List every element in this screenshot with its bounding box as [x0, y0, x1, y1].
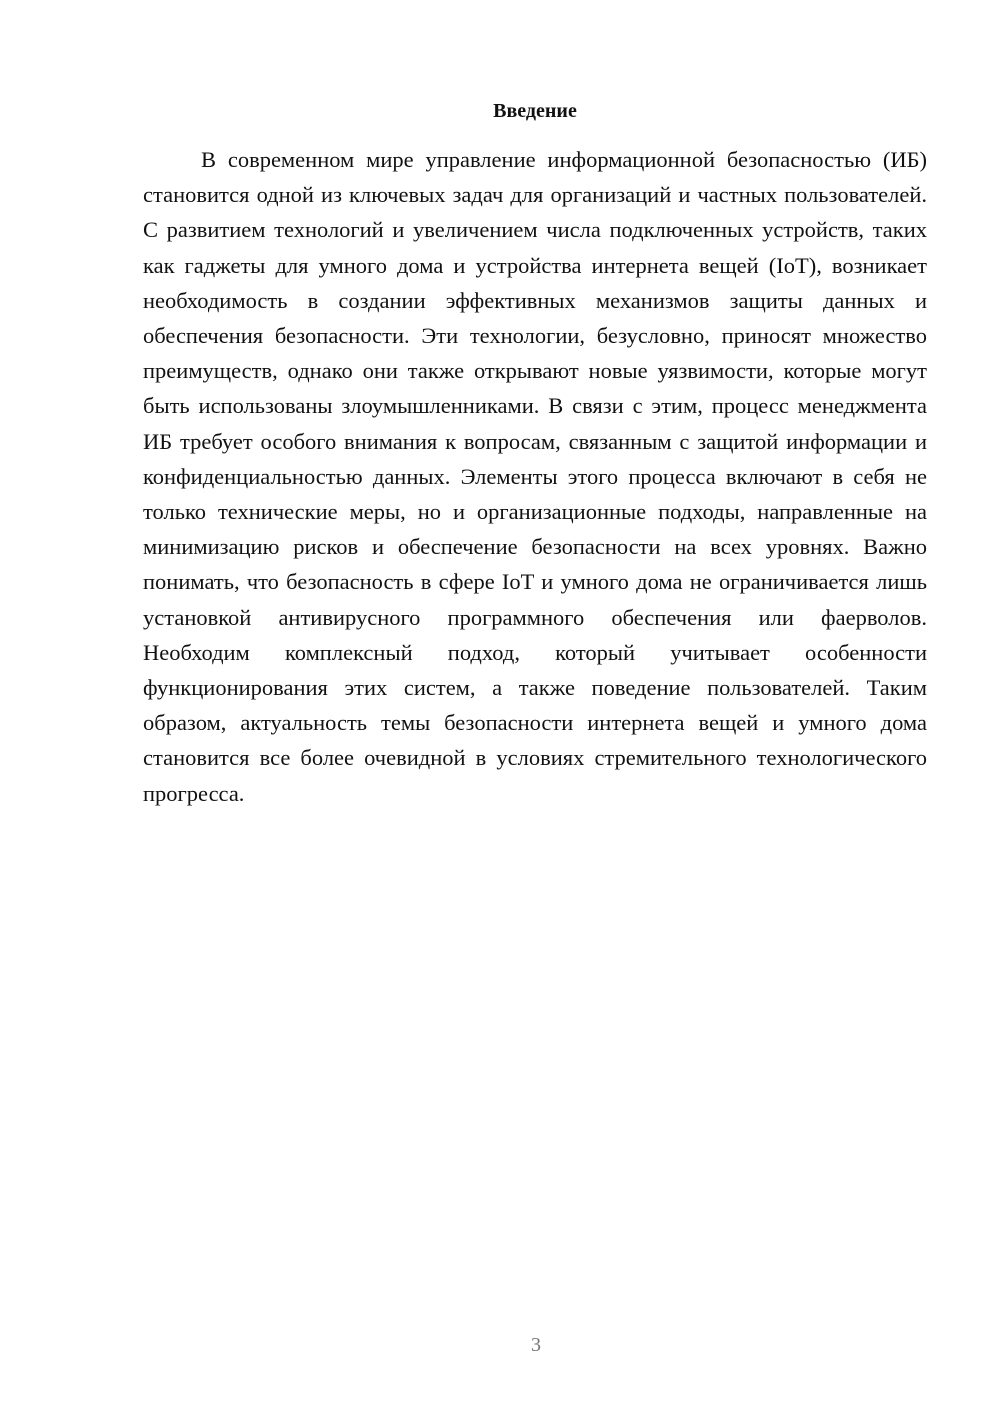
section-heading: Введение [493, 100, 577, 122]
page-number: 3 [531, 1334, 541, 1356]
body-paragraph: В современном мире управление информационной безопасностью (ИБ) становится одной из ключевых задач для организаций и частных пользователей. С развитием технологий и увеличением числа подключенных устройств, таких как гаджеты для умного дома и устройства интернета вещей (IoT), возникает необходимость в создании эффективных механизмов защиты данных и обеспечения безопасности. Эти технологии, безусловно, приносят множество преимуществ, однако они также открывают новые уязвимости, которые могут быть использованы злоумышленниками. В связи с этим, процесс менеджмента ИБ требует особого внимания к вопросам, связанным с защитой информации и конфиденциальностью данных. Элементы этого процесса включают в себя не только технические меры, но и организационные подходы, направленные на минимизацию рисков и обеспечение безопасности на всех уровнях. Важно понимать, что безопасность в сфере IoT и умного дома не ограничивается лишь установкой антивирусного программного обеспечения или фаерволов. Необходим комплексный подход, который учитывает особенности функционирования этих систем, а также поведение пользователей. Таким образом, актуальность темы безопасности интернета вещей и умного дома становится все более очевидной в условиях стремительного технологического прогресса. [143, 147, 927, 806]
